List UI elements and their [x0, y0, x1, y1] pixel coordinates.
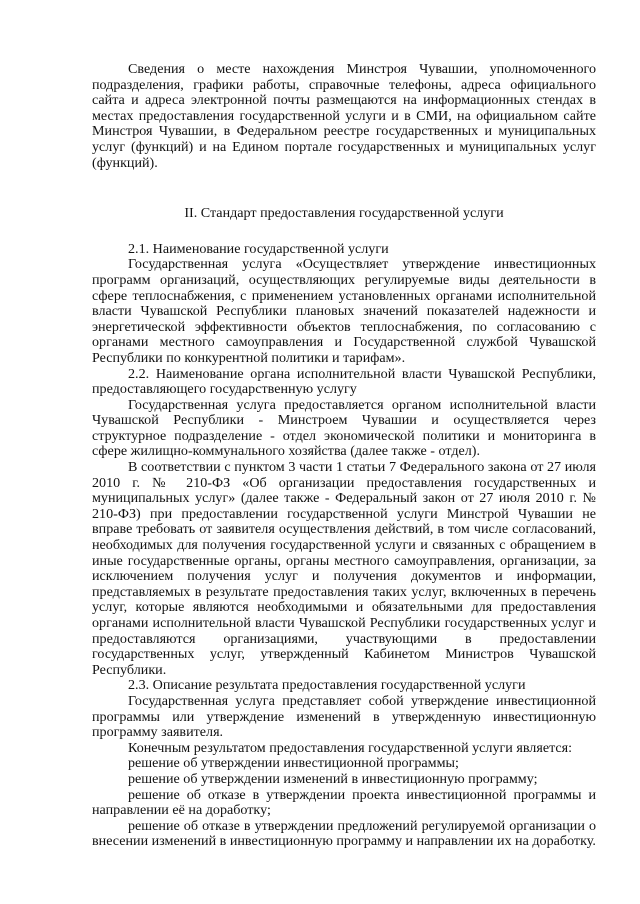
paragraph-federal-law: В соответствии с пунктом 3 части 1 статьи 7 Федерального закона от 27 июля 2010 г. № 210-ФЗ «Об организации предоставления государственных и муниципальных услуг» (далее также - Федеральный закон от 27 июля 2010 г. № 210-ФЗ) при предоставлении государственной услуги Минстрой Чувашии не вправе требовать от заявителя осуществления действий, в том числе согласований, необходимых для получения государственной услуги и связанных с обращением в иные государственные органы, органы местного самоуправления, организации, за исключением получения услуг и получения документов и информации, представляемых в результате предоставления таких услуг, включенных в перечень услуг, которые являются необходимыми и обязательными для предоставления органами исполнительной власти Чувашской Республики государственных услуг и предоставляются организациями, участвующими в предоставлении государственных услуг, утвержденный Кабинетом Министров Чувашской Республики. [92, 459, 596, 678]
paragraph-authority: Государственная услуга предоставляется органом исполнительной власти Чувашской Республики - Минстроем Чувашии и осуществляется через структурное подразделение - отдел экономической политики и мониторинга в сфере жилищно-коммунального хозяйства (далее также - отдел). [92, 396, 596, 460]
list-item: решение об утверждении изменений в инвестиционную программу; [128, 770, 538, 787]
list-item: решение об отказе в утверждении предложений регулируемой организации о внесении изменений в инвестиционную программу и направлении их на доработку. [92, 817, 596, 850]
list-item: решение об утверждении инвестиционной программы; [128, 755, 459, 772]
paragraph-result-description: Государственная услуга представляет собой утверждение инвестиционной программы или утверждение изменений в утвержденную инвестиционную программу заявителя. [92, 692, 596, 741]
paragraph-service-name: Государственная услуга «Осуществляет утверждение инвестиционных программ организаций, осуществляющих регулируемые виды деятельности в сфере теплоснабжения, с применением установленных органами исполнительной власти Чувашской Республики плановых значений показателей надежности и энергетической эффективности объектов теплоснабжения, по согласованию с органами местного самоуправления и Государственной службой Чувашской Республики по конкурентной политики и тарифам». [92, 256, 596, 366]
subsection-heading-2-1: 2.1. Наименование государственной услуги [128, 240, 389, 257]
paragraph-final-result: Конечным результатом предоставления государственной услуги является: [128, 739, 573, 756]
intro-paragraph: Сведения о месте нахождения Минстроя Чувашии, уполномоченного подразделения, графики работы, справочные телефоны, адреса официального сайта и адреса электронной почты размещаются на информационных стендах в местах предоставления государственной услуги и в СМИ, на официальном сайте Минстроя Чувашии, в Федеральном реестре государственных и муниципальных услуг (функций) и на Едином портале государственных и муниципальных услуг (функций). [92, 61, 596, 171]
list-item: решение об отказе в утверждении проекта инвестиционной программы и направлении её на доработку; [92, 786, 596, 819]
document-page [92, 62, 596, 850]
subsection-heading-2-2: 2.2. Наименование органа исполнительной власти Чувашской Республики, предоставляющего государственную услугу [92, 365, 596, 398]
subsection-heading-2-3: 2.3. Описание результата предоставления государственной услуги [128, 677, 526, 694]
section-heading: II. Стандарт предоставления государственной услуги [184, 205, 504, 222]
